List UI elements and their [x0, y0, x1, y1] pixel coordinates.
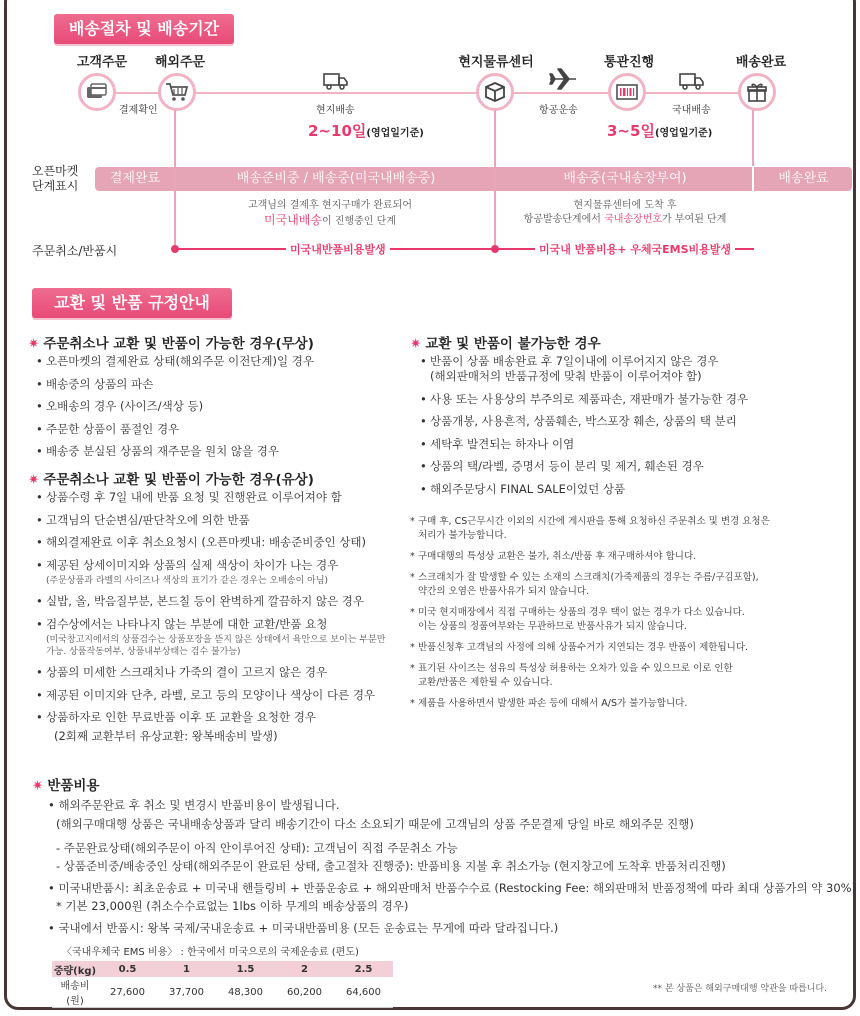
list-item: • 상품의 미세한 스크래치나 가죽의 결이 고르지 않은 경우 [36, 665, 385, 680]
list-item: • 실밥, 올, 박음질부분, 본드칠 등이 완벽하게 깔끔하지 않은 경우 [36, 594, 385, 609]
list-item: • 상품수령 후 7일 내에 반품 요청 및 진행완료 이루어져야 함 [36, 490, 385, 505]
cart-icon [158, 73, 196, 111]
list-item: • 제공된 이미지와 단추, 라벨, 로고 등의 모양이나 색상이 다른 경우 [36, 688, 385, 703]
warehouse-vline [494, 110, 496, 252]
table-cell: 48,300 [216, 977, 275, 1008]
cancel-row-label: 주문취소/반품시 [32, 244, 118, 258]
note-domestic-invoice: 현지물류센터에 도착 후 항공발송단계에서 국내송장번호가 부여된 단계 [523, 200, 727, 225]
stage-overseas-order: 해외주문 [154, 55, 206, 70]
fee-para-3: • 국내에서 반품시: 왕복 국제/국내운송료 + 미국내반품비용 (모든 운송료는 무게에 따라 달라집니다.) [48, 921, 559, 935]
policy-notes [410, 515, 770, 718]
status-domestic-invoice: 배송중(국내송장부여) [563, 171, 687, 186]
status-complete: 배송완료 [778, 171, 829, 186]
list-item: • 해외주문당시 FINAL SALE이었던 상품 [420, 482, 748, 497]
note-item: * 스크래치가 잘 발생할 수 있는 소재의 스크래치(가죽제품의 경우는 주름/구김포함), 약간의 오염은 반품사유가 되지 않습니다. [410, 571, 770, 599]
ems-caption: 〈국내우체국 EMS 비용〉 : 한국에서 미국으로의 국제운송료 (편도) [62, 947, 359, 958]
truck-icon [323, 72, 349, 94]
table-cell: 배송비(원) [52, 977, 98, 1008]
table-cell: 1.5 [216, 961, 275, 977]
table-cell: 27,600 [98, 977, 157, 1008]
table-cell: 1 [157, 961, 216, 977]
airplane-icon [548, 67, 578, 95]
terms-footnote: ** 본 상품은 해외구매대행 약관을 따릅니다. [653, 984, 827, 994]
timeline-line [110, 92, 770, 94]
fee-para-1b: (해외구매대행 상품은 국내배송상품과 달리 배송기간이 다소 소요되기 때문에 고객님의 상품 주문결제 당일 바로 해외주문 진행) [56, 817, 694, 831]
paid-return-list [36, 490, 385, 746]
note-preparing: 고객님의 결제후 현지구매가 완료되어 미국내배송이 진행중인 단계 [247, 200, 413, 227]
exchange-section-banner: 교환 및 반품 규정안내 [32, 288, 232, 318]
cancel-dot [491, 245, 499, 253]
list-item: • 상품하자로 인한 무료반품 이후 또 교환을 요청한 경우 (2회째 교환부터 유상교환: 왕복배송비 발생) [36, 710, 385, 744]
gift-box-icon [738, 73, 776, 111]
note-item: * 제품을 사용하면서 발생한 파손 등에 대해서 A/S가 불가능합니다. [410, 697, 770, 711]
table-row [52, 977, 393, 1008]
ems-table [52, 961, 393, 1008]
list-item: • 오배송의 경우 (사이즈/색상 등) [36, 399, 314, 414]
free-return-title: ✷ 주문취소나 교환 및 반품이 가능한 경우(무상) [28, 336, 314, 352]
note-item: * 구매대행의 특성상 교환은 불가, 취소/반품 후 재구매하셔야 합니다. [410, 550, 770, 564]
status-divider [752, 167, 754, 191]
impossible-return-title: ✷ 교환 및 반품이 불가능한 경우 [410, 336, 601, 352]
list-item: • 상품의 택/라벨, 증명서 등이 분리 및 제거, 훼손된 경우 [420, 459, 748, 474]
free-return-list [36, 354, 314, 467]
table-cell: 2.5 [334, 961, 393, 977]
list-item: • 반품이 상품 배송완료 후 7일이내에 이루어지지 않은 경우 (해외판매처의 반품규정에 맞춰 반품이 이루어져야 함) [420, 354, 748, 384]
card-icon [78, 73, 116, 111]
list-item: • 상품개봉, 사용흔적, 상품훼손, 박스포장 훼손, 상품의 택 분리 [420, 414, 748, 429]
note-item: * 구매 후, CS근무시간 이외의 시간에 게시판을 통해 요청하신 주문취소 및 변경 요청은 처리가 불가능합니다. [410, 515, 770, 543]
label-air-transport: 항공운송 [539, 105, 578, 116]
label-payment-confirm: 결제확인 [119, 105, 158, 116]
table-cell: 2 [275, 961, 334, 977]
paid-return-title: ✷ 주문취소나 교환 및 반품이 가능한 경우(유상) [28, 472, 314, 488]
shipping-section-banner: 배송절차 및 배송기간 [54, 14, 234, 44]
days-domestic: 3~5일(영업일기준) [607, 122, 713, 140]
list-item: • 검수상에서는 나타나지 않는 부분에 대한 교환/반품 요청 (미국창고지에서의 상품검수는 상품포장을 뜯지 않은 상태에서 육안으로 보이는 부분만 가능. 상품작동여부, 상품내부상태는 검수 불가능) [36, 617, 385, 658]
delivered-vline [752, 110, 754, 166]
stage-delivered: 배송완료 [735, 55, 787, 70]
stage-customs: 통관진행 [603, 55, 655, 70]
list-item: • 제공된 상세이미지와 상품의 실제 색상이 차이가 나는 경우 (주문상품과 라벨의 사이즈나 색상의 표기가 같은 경우는 오배송이 아님) [36, 558, 385, 587]
list-item: • 배송중 분실된 상품의 재주문을 원치 않을 경우 [36, 444, 314, 459]
label-local-shipping: 현지배송 [316, 105, 355, 116]
list-item: • 사용 또는 사용상의 부주의로 제품파손, 재판매가 불가능한 경우 [420, 392, 748, 407]
list-item: • 배송중의 상품의 파손 [36, 377, 314, 392]
table-cell: 중량(kg) [52, 961, 98, 977]
label-domestic-shipping: 국내배송 [672, 105, 711, 116]
cancel-cost-ems: 미국내 반품비용+ 우체국EMS비용발생 [535, 241, 735, 257]
status-preparing: 배송준비중 / 배송중(미국내배송중) [236, 171, 436, 186]
fee-para-2b: * 기본 23,000원 (취소수수료없는 1lbs 이하 무게의 배송상품의 경우) [56, 899, 409, 913]
status-paid: 결제완료 [109, 171, 161, 186]
impossible-return-list [420, 354, 748, 504]
note-item: * 미국 현지매장에서 직접 구매하는 상품의 경우 택이 없는 경우가 다소 있습니다. 이는 상품의 정품여부와는 무관하므로 반품사유가 되지 않습니다. [410, 606, 770, 634]
order-vline [174, 110, 176, 252]
note-item: * 반품신청후 고객님의 사정에 의해 상품수거가 지연되는 경우 반품이 제한됩니다. [410, 641, 770, 655]
cancel-cost-us: 미국내반품비용발생 [286, 241, 390, 257]
domestic-truck-icon [679, 72, 705, 94]
return-fee-title: ✷ 반품비용 [32, 778, 100, 794]
table-row [52, 961, 393, 977]
table-cell: 60,200 [275, 977, 334, 1008]
package-icon [476, 73, 514, 111]
fee-para-1: • 해외주문완료 후 취소 및 변경시 반품비용이 발생됩니다. [48, 798, 340, 812]
fee-detail-2: - 상품준비중/배송중인 상태(해외주문이 완료된 상태, 출고절차 진행중): 반품비용 지불 후 취소가능 (현지창고에 도착후 반품처리진행) [56, 859, 726, 873]
status-row-label: 오픈마켓 단계표시 [32, 164, 79, 193]
table-cell: 0.5 [98, 961, 157, 977]
stage-customer-order: 고객주문 [76, 55, 128, 70]
barcode-icon [608, 73, 646, 111]
list-item: • 고객님의 단순변심/판단착오에 의한 반품 [36, 513, 385, 528]
note-item: * 표기된 사이즈는 섬유의 특성상 허용하는 오차가 있을 수 있으므로 이로 인한 교환/반품은 제한될 수 있습니다. [410, 662, 770, 690]
stage-local-warehouse: 현지물류센터 [458, 55, 534, 70]
cancel-dot [171, 245, 179, 253]
list-item: • 주문한 상품이 품절인 경우 [36, 422, 314, 437]
list-item: • 세탁후 발견되는 하자나 이염 [420, 437, 748, 452]
table-cell: 37,700 [157, 977, 216, 1008]
list-item: • 해외결제완료 이후 취소요청시 (오픈마켓내: 배송준비중인 상태) [36, 535, 385, 550]
fee-detail-1: - 주문완료상태(해외주문이 아직 안이루어진 상태): 고객님이 직접 주문취소 가능 [56, 841, 458, 855]
table-cell: 64,600 [334, 977, 393, 1008]
fee-para-2: • 미국내반품시: 최초운송료 + 미국내 핸들링비 + 반품운송료 + 해외판매처 반품수수료 (Restocking Fee: 해외판매처 반품정책에 따라 최대 상품가의 약 30%) [48, 881, 857, 895]
list-item: • 오픈마켓의 결제완료 상태(해외주문 이전단계)일 경우 [36, 354, 314, 369]
days-local: 2~10일(영업일기준) [308, 122, 424, 140]
